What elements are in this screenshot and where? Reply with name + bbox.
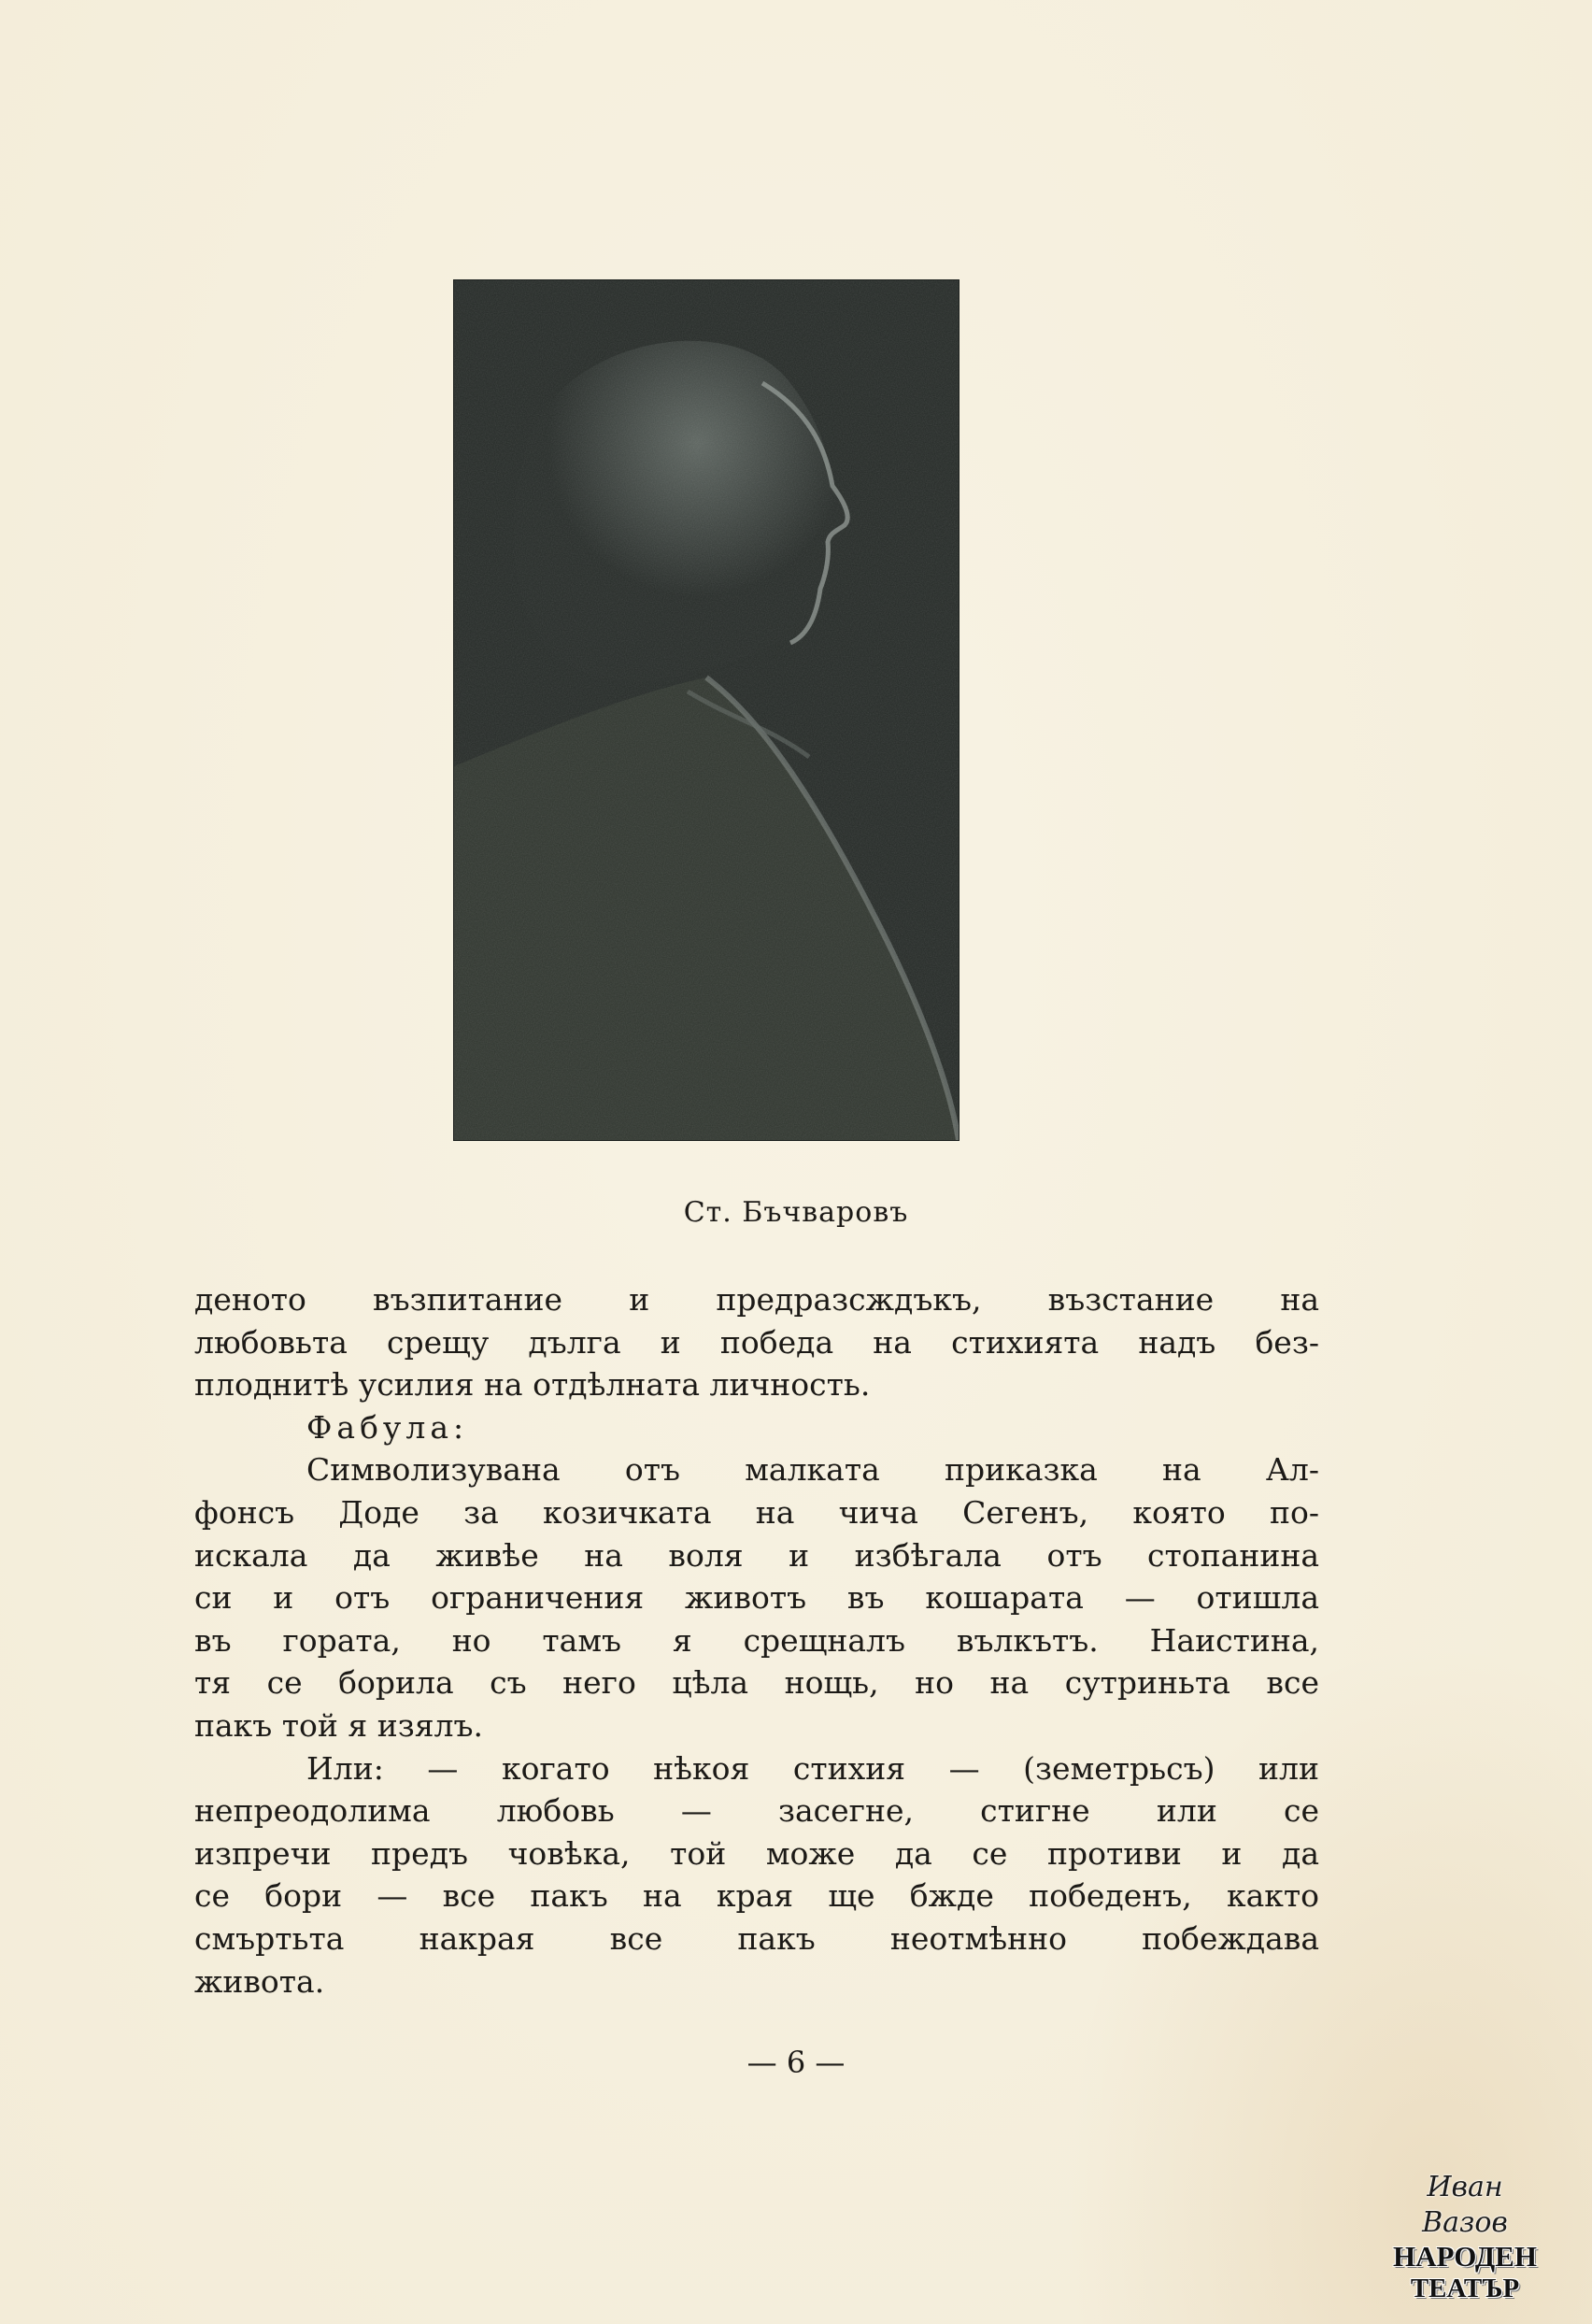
text-line: любовьта срещу дълга и победа на стихията надъ без-	[194, 1323, 1319, 1361]
body-text	[194, 1278, 1319, 2003]
text-line: непреодолима любовь — засегне, стигне или се	[194, 1792, 1319, 1830]
logo-signature: Иван Вазов	[1422, 2171, 1508, 2239]
text-line: Символизувана отъ малката приказка на Ал-	[306, 1451, 1319, 1489]
text-line: изпречи предъ човѣка, той може да се противи и да	[194, 1834, 1319, 1872]
text-line: живота.	[194, 1962, 325, 2000]
page-number: — 6 —	[746, 2045, 846, 2080]
text-line: се бори — все пакъ на края ще бжде победенъ, както	[194, 1877, 1319, 1915]
author-portrait-photo	[454, 280, 959, 1140]
logo-line-2: ТЕАТЪР	[1410, 2274, 1520, 2303]
text-line: тя се борила съ него цѣла нощь, но на сутриньта все	[194, 1664, 1319, 1702]
text-line: плоднитѣ усилия на отдѣлната личность.	[194, 1366, 871, 1404]
text-line: Или: — когато нѣкоя стихия — (земетрьсъ) или	[306, 1749, 1319, 1787]
text-line: си и отъ ограничения животъ въ кошарата — отишла	[194, 1579, 1319, 1617]
logo-line-1: НАРОДЕН	[1393, 2240, 1537, 2273]
portrait-image	[454, 280, 959, 1140]
text-line: фонсъ Доде за козичката на чича Сегенъ, която по-	[194, 1493, 1319, 1531]
text-line: въ гората, но тамъ я срещналъ вълкътъ. Наистина,	[194, 1621, 1319, 1659]
section-heading-fabula: Фабула:	[306, 1408, 469, 1446]
portrait-caption: Ст. Бъчваровъ	[683, 1196, 909, 1229]
text-line: пакъ той я изялъ.	[194, 1706, 483, 1744]
text-line: искала да живѣе на воля и избѣгала отъ стопанина	[194, 1536, 1319, 1574]
text-line: деното възпитание и предразсждъкъ, възстание на	[194, 1281, 1319, 1318]
text-line: смъртьта накрая все пакъ неотмѣнно побеждава	[194, 1919, 1319, 1957]
national-theatre-logo	[1381, 2170, 1549, 2303]
